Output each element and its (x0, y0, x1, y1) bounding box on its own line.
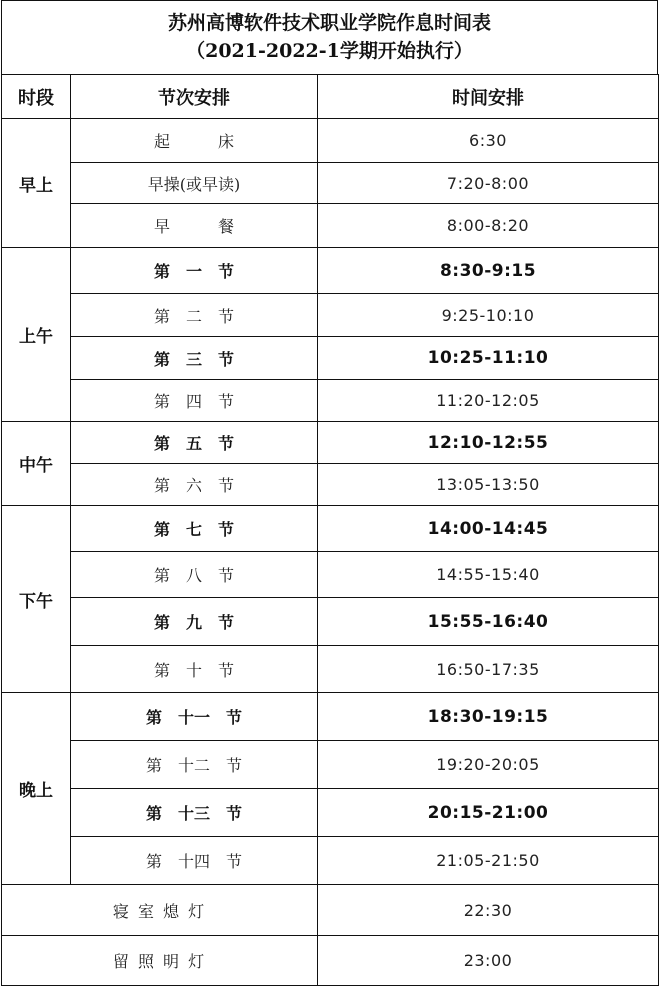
table-row (2, 163, 659, 204)
time-cell: 14:00-14:45 (318, 506, 659, 552)
time-cell: 16:50-17:35 (318, 646, 659, 693)
session-cell: 第 十 节 (71, 646, 318, 693)
period-label: 下午 (2, 506, 71, 693)
table-row (2, 598, 659, 646)
schedule-table (1, 74, 659, 986)
title-block (1, 0, 658, 75)
table-row (2, 693, 659, 741)
table-row (2, 380, 659, 422)
time-cell: 8:00-8:20 (318, 204, 659, 248)
session-cell: 第 十二 节 (71, 741, 318, 789)
session-cell: 第 十三 节 (71, 789, 318, 837)
session-cell: 第 十四 节 (71, 837, 318, 885)
time-cell: 15:55-16:40 (318, 598, 659, 646)
session-cell: 第 五 节 (71, 422, 318, 464)
session-cell: 第 二 节 (71, 294, 318, 337)
session-cell: 第 七 节 (71, 506, 318, 552)
table-row (2, 337, 659, 380)
session-cell: 早操(或早读) (71, 163, 318, 204)
time-cell: 9:25-10:10 (318, 294, 659, 337)
header-time: 时间安排 (318, 75, 659, 119)
page-title: 苏州高博软件技术职业学院作息时间表 (167, 12, 491, 34)
lights-out-time: 22:30 (318, 885, 659, 936)
header-period: 时段 (2, 75, 71, 119)
time-cell: 7:20-8:00 (318, 163, 659, 204)
time-cell: 13:05-13:50 (318, 464, 659, 506)
night-light-label: 留 照 明 灯 (2, 936, 318, 986)
session-cell: 第 九 节 (71, 598, 318, 646)
time-cell: 11:20-12:05 (318, 380, 659, 422)
page-subtitle: （2021-2022-1学期开始执行） (186, 40, 473, 62)
table-row (2, 204, 659, 248)
session-cell: 早 餐 (71, 204, 318, 248)
lights-out-label: 寝 室 熄 灯 (2, 885, 318, 936)
period-label: 中午 (2, 422, 71, 506)
time-cell: 19:20-20:05 (318, 741, 659, 789)
session-cell: 第 十一 节 (71, 693, 318, 741)
table-row (2, 552, 659, 598)
time-cell: 10:25-11:10 (318, 337, 659, 380)
header-session: 节次安排 (71, 75, 318, 119)
session-cell: 第 四 节 (71, 380, 318, 422)
table-row (2, 885, 659, 936)
period-label: 上午 (2, 248, 71, 422)
table-row (2, 789, 659, 837)
table-row (2, 248, 659, 294)
table-row (2, 837, 659, 885)
header-row (2, 75, 659, 119)
time-cell: 21:05-21:50 (318, 837, 659, 885)
session-cell: 第 一 节 (71, 248, 318, 294)
table-row (2, 506, 659, 552)
table-row (2, 464, 659, 506)
time-cell: 6:30 (318, 119, 659, 163)
session-cell: 第 六 节 (71, 464, 318, 506)
table-row (2, 294, 659, 337)
session-cell: 第 八 节 (71, 552, 318, 598)
table-row (2, 741, 659, 789)
session-cell: 第 三 节 (71, 337, 318, 380)
table-row (2, 119, 659, 163)
time-cell: 8:30-9:15 (318, 248, 659, 294)
period-label: 晚上 (2, 693, 71, 885)
time-cell: 12:10-12:55 (318, 422, 659, 464)
table-row (2, 422, 659, 464)
time-cell: 18:30-19:15 (318, 693, 659, 741)
table-row (2, 646, 659, 693)
session-cell: 起 床 (71, 119, 318, 163)
table-row (2, 936, 659, 986)
time-cell: 20:15-21:00 (318, 789, 659, 837)
period-label: 早上 (2, 119, 71, 248)
night-light-time: 23:00 (318, 936, 659, 986)
time-cell: 14:55-15:40 (318, 552, 659, 598)
